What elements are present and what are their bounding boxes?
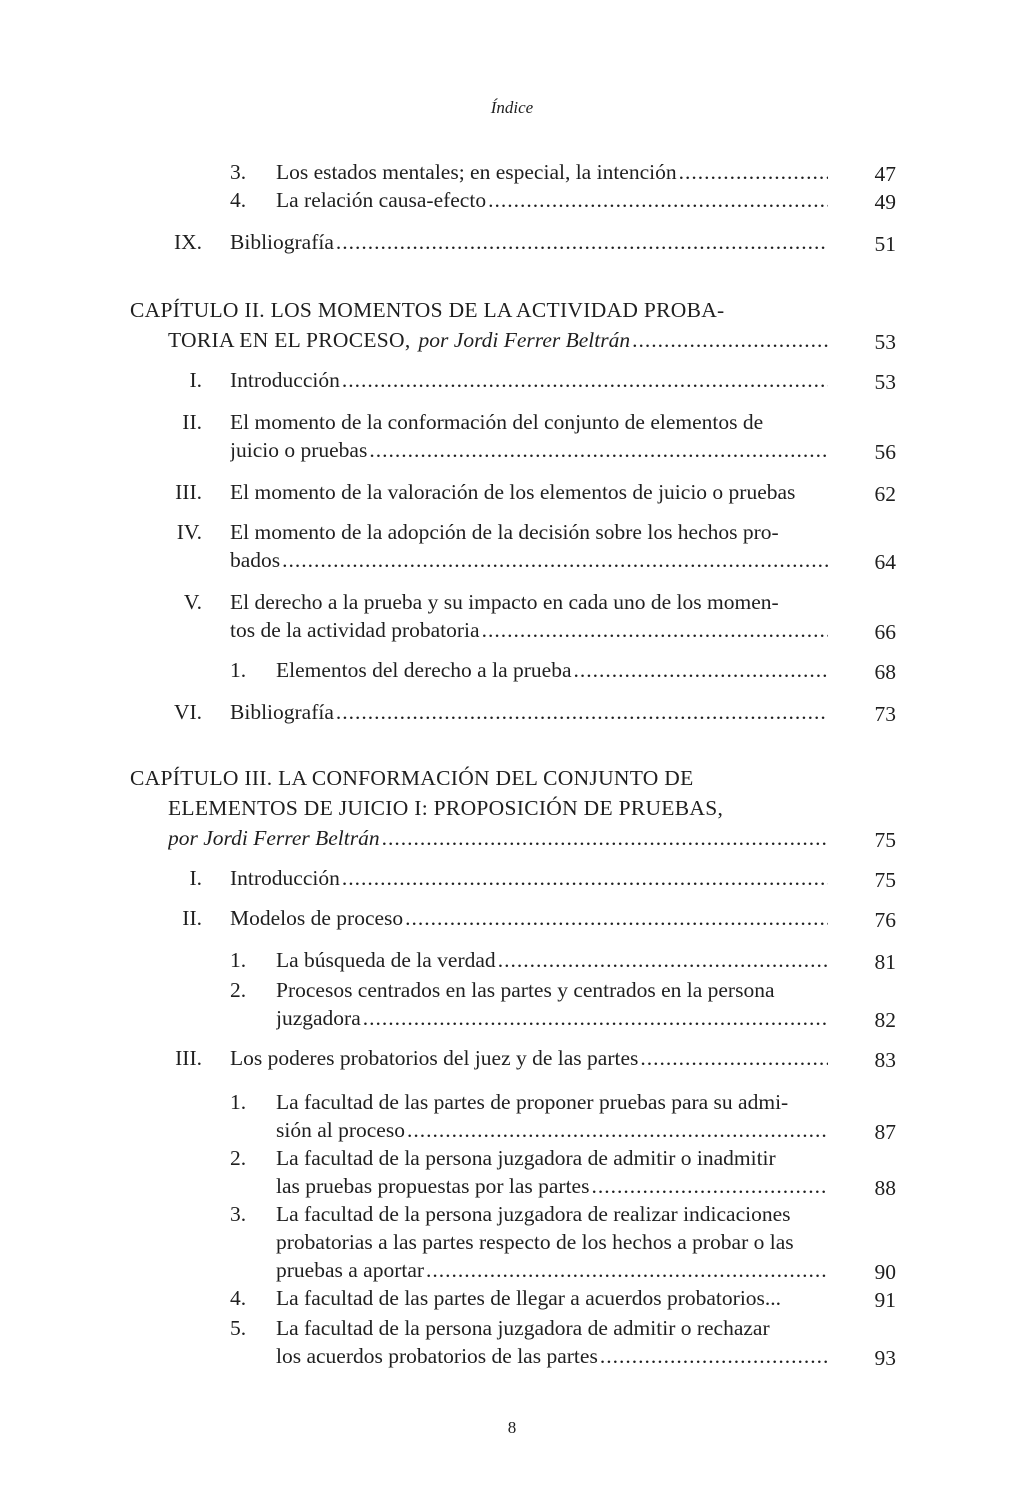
toc-entry[interactable]: [276, 1172, 828, 1200]
entry-number: 4.: [230, 1286, 247, 1310]
page-ref: 75: [874, 828, 896, 852]
entry-number: I.: [189, 866, 202, 890]
entry-title: La búsqueda de la verdad: [276, 948, 496, 972]
entry-title-cont: juicio o pruebas: [230, 438, 368, 462]
entry-number: VI.: [173, 700, 202, 724]
page-ref: 91: [874, 1288, 896, 1312]
entry-number: 2.: [230, 978, 247, 1002]
chapter-heading-cont: TORIA EN EL PROCESO,: [168, 328, 411, 352]
toc-entry[interactable]: [230, 904, 828, 932]
dot-leader: [638, 1044, 828, 1072]
page-ref: 75: [874, 868, 896, 892]
entry-title[interactable]: La facultad de la persona juzgadora de realizar indicaciones: [276, 1202, 791, 1226]
chapter-author: por Jordi Ferrer Beltrán: [418, 328, 631, 352]
chapter-author: por Jordi Ferrer Beltrán: [168, 826, 380, 850]
page-ref: 49: [874, 190, 896, 214]
chapter-heading: CAPÍTULO II. LOS MOMENTOS DE LA ACTIVIDAD PROBA-: [130, 298, 725, 322]
toc-entry[interactable]: [276, 1342, 828, 1370]
entry-number: 2.: [230, 1146, 247, 1170]
page-ref: 51: [874, 232, 896, 256]
entry-number: 1.: [230, 658, 247, 682]
toc-entry[interactable]: [276, 946, 828, 974]
entry-number: IV.: [176, 520, 202, 544]
entry-title-cont: las pruebas propuestas por las partes: [276, 1174, 590, 1198]
dot-leader: [334, 228, 828, 256]
entry-title-cont: juzgadora: [276, 1006, 361, 1030]
entry-title: Los estados mentales; en especial, la intención: [276, 160, 677, 184]
entry-title-cont: los acuerdos probatorios de las partes: [276, 1344, 598, 1368]
page-ref: 88: [874, 1176, 896, 1200]
dot-leader: [380, 824, 828, 852]
entry-number: 3.: [230, 160, 247, 184]
toc-entry[interactable]: [230, 864, 828, 892]
toc-entry[interactable]: [276, 1256, 828, 1284]
entry-title[interactable]: La facultad de la persona juzgadora de admitir o inadmitir: [276, 1146, 776, 1170]
entry-title: Elementos del derecho a la prueba: [276, 658, 572, 682]
page-ref: 93: [874, 1346, 896, 1370]
dot-leader: [598, 1342, 828, 1370]
page-ref: 64: [874, 550, 896, 574]
entry-number: I.: [189, 368, 202, 392]
entry-number: V.: [183, 590, 202, 614]
dot-leader: [630, 326, 828, 354]
page-ref: 87: [874, 1120, 896, 1144]
dot-leader: [403, 904, 828, 932]
dot-leader: [496, 946, 828, 974]
page-ref: 62: [874, 482, 896, 506]
dot-leader: [340, 864, 828, 892]
entry-title: La relación causa-efecto: [276, 188, 487, 212]
toc-entry[interactable]: [230, 546, 828, 574]
dot-leader: [405, 1116, 828, 1144]
toc-entry[interactable]: [276, 158, 828, 186]
entry-number: 3.: [230, 1202, 247, 1226]
page-ref: 76: [874, 908, 896, 932]
entry-title[interactable]: Procesos centrados en las partes y centrados en la persona: [276, 978, 775, 1002]
toc-entry[interactable]: [276, 1116, 828, 1144]
entry-number: 1.: [230, 1090, 247, 1114]
page-ref: 90: [874, 1260, 896, 1284]
entry-title: Bibliografía: [230, 700, 334, 724]
page-ref: 53: [874, 330, 896, 354]
entry-title[interactable]: El momento de la adopción de la decisión sobre los hechos pro-: [230, 520, 779, 544]
entry-number: III.: [175, 1046, 202, 1070]
dot-leader: [480, 616, 828, 644]
page-ref: 56: [874, 440, 896, 464]
entry-title: Modelos de proceso: [230, 906, 404, 930]
dot-leader: [340, 366, 828, 394]
dot-leader: [367, 436, 828, 464]
dot-leader: [361, 1004, 828, 1032]
entry-number: II.: [182, 906, 202, 930]
entry-title: Introducción: [230, 866, 340, 890]
entry-number: IX.: [173, 230, 202, 254]
dot-leader: [486, 186, 828, 214]
entry-number: III.: [175, 480, 202, 504]
toc-entry[interactable]: [230, 436, 828, 464]
entry-title[interactable]: La facultad de las partes de llegar a acuerdos probatorios...: [276, 1286, 782, 1310]
entry-title[interactable]: El momento de la valoración de los elementos de juicio o pruebas: [230, 480, 796, 504]
page-ref: 68: [874, 660, 896, 684]
dot-leader: [572, 656, 829, 684]
toc-entry[interactable]: [230, 698, 828, 726]
page-ref: 82: [874, 1008, 896, 1032]
entry-title[interactable]: El derecho a la prueba y su impacto en cada uno de los momen-: [230, 590, 779, 614]
page-ref: 66: [874, 620, 896, 644]
page-ref: 47: [874, 162, 896, 186]
toc-entry[interactable]: [230, 228, 828, 256]
entry-number: II.: [182, 410, 202, 434]
entry-title: Los poderes probatorios del juez y de las partes: [230, 1046, 639, 1070]
entry-number: 1.: [230, 948, 247, 972]
dot-leader: [424, 1256, 828, 1284]
entry-title-cont: sión al proceso: [276, 1118, 405, 1142]
entry-title-cont: tos de la actividad probatoria: [230, 618, 480, 642]
entry-title: Bibliografía: [230, 230, 334, 254]
entry-title[interactable]: La facultad de las partes de proponer pruebas para su admi-: [276, 1090, 789, 1114]
page-ref: 83: [874, 1048, 896, 1072]
entry-number: 4.: [230, 188, 247, 212]
toc-entry[interactable]: [230, 1044, 828, 1072]
chapter-heading-cont: ELEMENTOS DE JUICIO I: PROPOSICIÓN DE PRUEBAS,: [168, 796, 724, 820]
page-ref: 53: [874, 370, 896, 394]
dot-leader: [334, 698, 828, 726]
dot-leader: [589, 1172, 828, 1200]
page-number: 8: [507, 1418, 517, 1437]
entry-title-cont: bados: [230, 548, 281, 572]
entry-title-cont: probatorias a las partes respecto de los hechos a probar o las: [276, 1230, 794, 1254]
chapter-heading: CAPÍTULO III. LA CONFORMACIÓN DEL CONJUNTO DE: [130, 766, 694, 790]
entry-title: Introducción: [230, 368, 340, 392]
dot-leader: [677, 158, 828, 186]
toc-entry[interactable]: [168, 326, 828, 354]
toc-entry[interactable]: [276, 186, 828, 214]
entry-title[interactable]: La facultad de la persona juzgadora de admitir o rechazar: [276, 1316, 770, 1340]
toc-entry[interactable]: [230, 366, 828, 394]
toc-entry[interactable]: [168, 824, 828, 852]
page-ref: 81: [874, 950, 896, 974]
page-ref: 73: [874, 702, 896, 726]
entry-title[interactable]: El momento de la conformación del conjunto de elementos de: [230, 410, 764, 434]
toc-entry[interactable]: [276, 1004, 828, 1032]
entry-title-cont: pruebas a aportar: [276, 1258, 425, 1282]
toc-entry[interactable]: [230, 616, 828, 644]
toc-entry[interactable]: [276, 656, 828, 684]
running-head: Índice: [490, 98, 534, 117]
entry-number: 5.: [230, 1316, 247, 1340]
dot-leader: [280, 546, 828, 574]
